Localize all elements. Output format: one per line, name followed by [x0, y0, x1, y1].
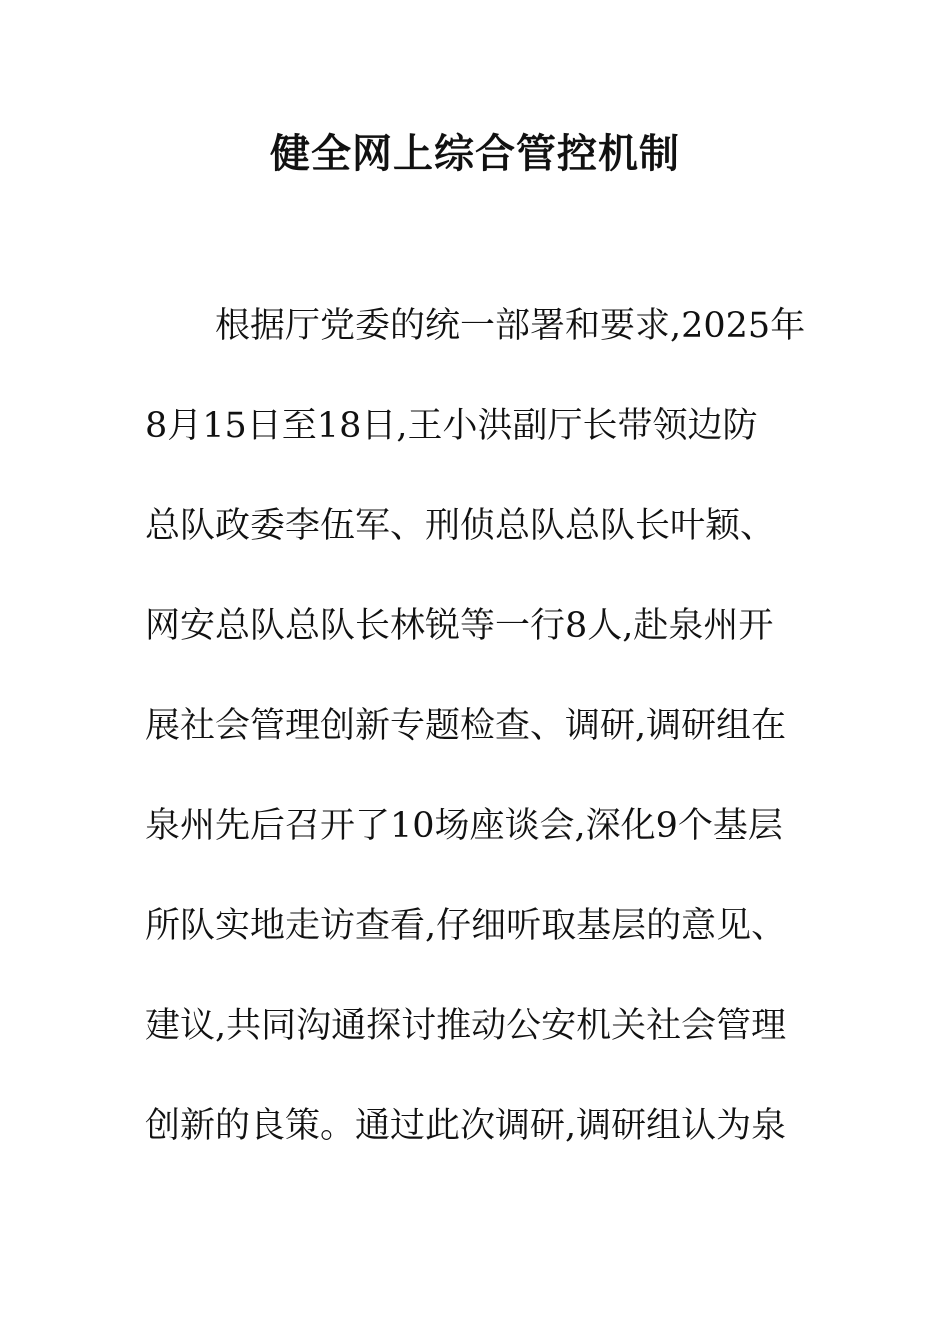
document-body — [145, 300, 810, 1200]
body-line: 网安总队总队长林锐等一行8人,赴泉州开 — [145, 606, 774, 646]
body-line: 8月15日至18日,王小洪副厅长带领边防 — [145, 406, 758, 446]
body-line: 根据厅党委的统一部署和要求,2025年 — [215, 306, 806, 346]
body-line: 建议,共同沟通探讨推动公安机关社会管理 — [145, 1006, 787, 1046]
body-line: 总队政委李伍军、刑侦总队总队长叶颖、 — [145, 506, 776, 546]
body-line: 展社会管理创新专题检查、调研,调研组在 — [145, 706, 787, 746]
document-title: 健全网上综合管控机制 — [270, 131, 680, 177]
body-line: 创新的良策。通过此次调研,调研组认为泉 — [145, 1106, 787, 1146]
body-line: 泉州先后召开了10场座谈会,深化9个基层 — [145, 806, 783, 846]
body-line: 所队实地走访查看,仔细听取基层的意见、 — [145, 906, 787, 946]
